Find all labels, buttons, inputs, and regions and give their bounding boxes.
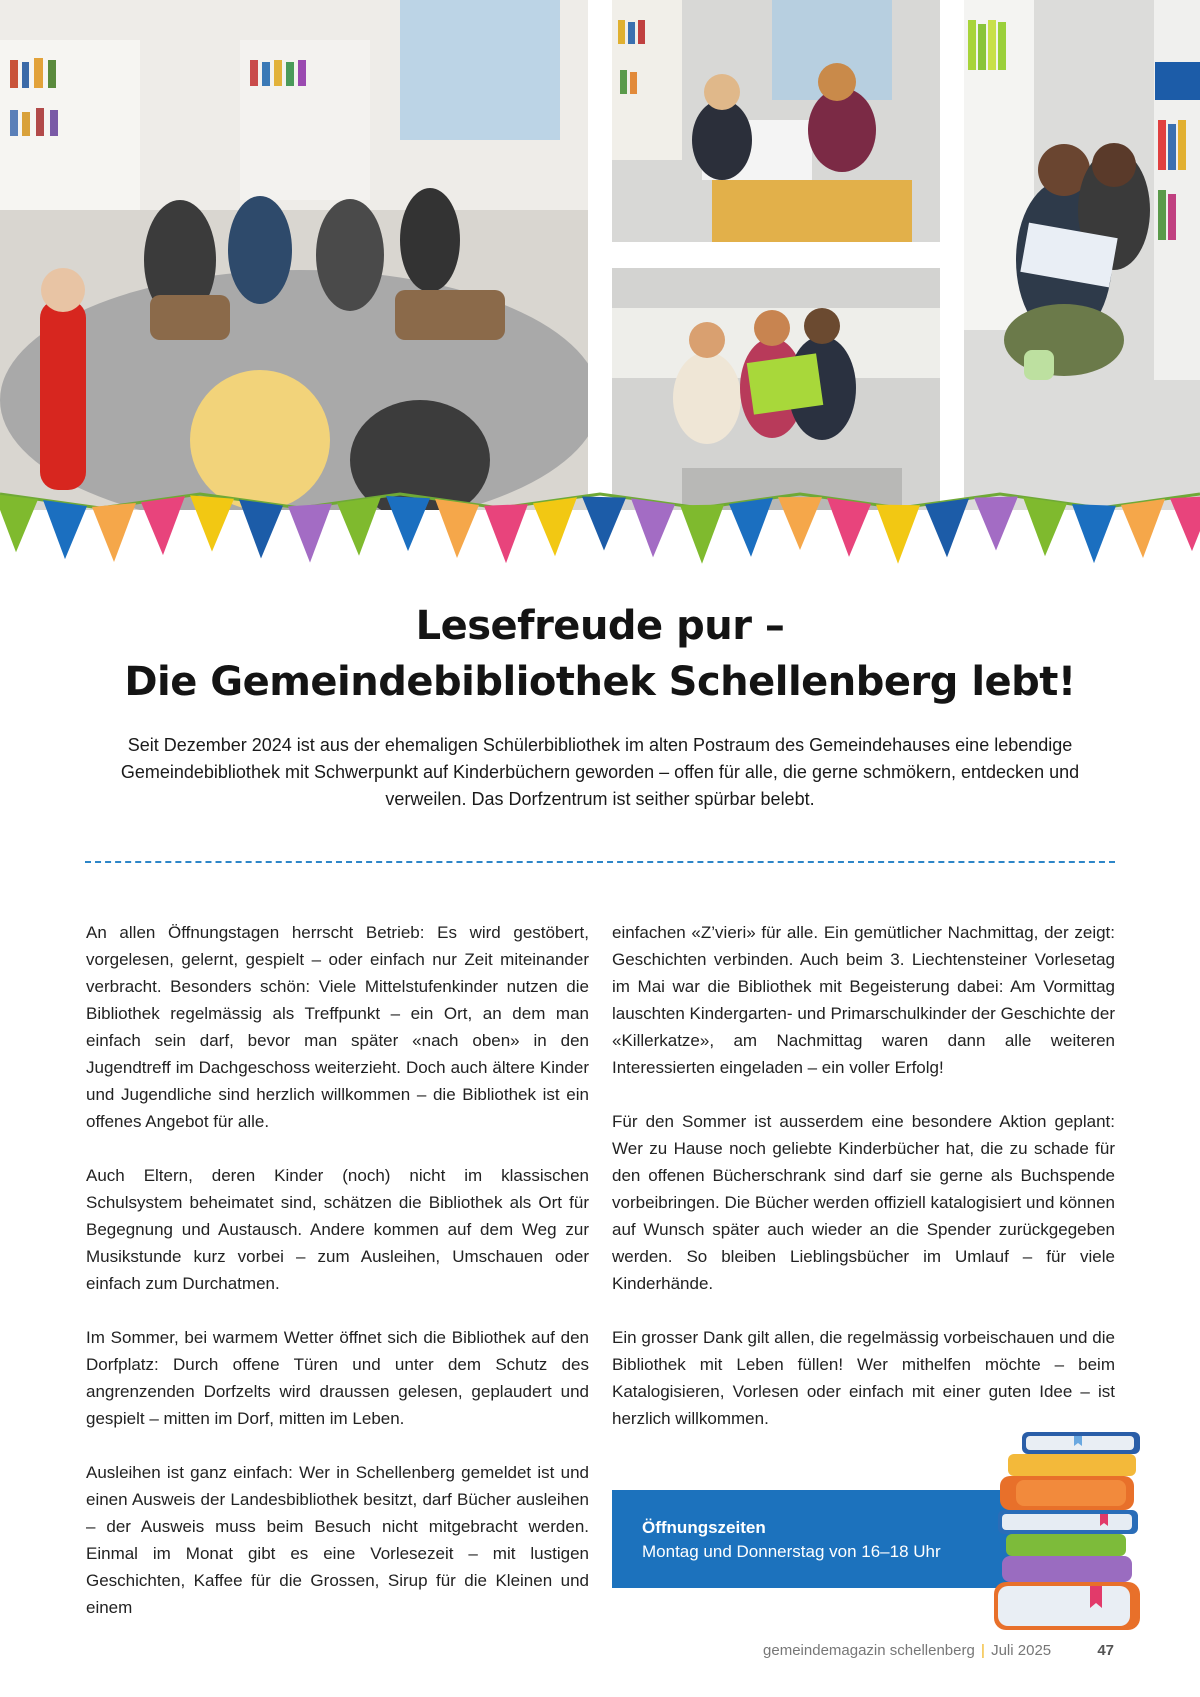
page-number: 47 [1097,1642,1114,1659]
bunting-flag [1170,496,1200,551]
bunting-flag [974,497,1018,551]
edge-color-tab [1155,62,1200,100]
paragraph: An allen Öffnungstagen herrscht Betrieb: Es wird gestöbert, vorgelesen, gelernt, gespielt – oder einfach nur Zeit miteinander verbracht. Besonders schön: Viele Mittelstufenkinder nutzen die Bibliothek regelmässig als Treffpunkt – ein Ort, an dem man einfach sein darf, bevor man später «nach oben» in den Jugendtreff im Dachgeschoss weiterzieht. Doch auch ältere Kinder und Jugendliche sind herzlich willkommen – die Bibliothek ist ein offenes Angebot für alle. [86,923,589,1131]
book-stack-icon [992,1430,1172,1635]
bunting-flag [337,497,381,556]
footer-issue: Juli 2025 [991,1642,1052,1659]
bunting-flag [288,504,332,563]
photo-storytime-group [0,0,588,510]
bunting-flag [1121,499,1165,558]
bunting-flag [827,498,871,557]
opening-hours-text: Montag und Donnerstag von 16–18 Uhr [642,1542,941,1561]
paragraph: Im Sommer, bei warmem Wetter öffnet sich die Bibliothek auf den Dorfplatz: Durch offene Türen und unter dem Schutz des angrenzenden Dorfzelts wird draussen gelesen, geplaudert und gespielt – mitten im Dorf, mitten im Leben. [86,1328,589,1428]
bunting-flag [680,505,724,564]
bunting-flag [92,503,136,562]
opening-hours-title: Öffnungszeiten [642,1518,766,1537]
bunting-flag [778,497,822,550]
bunting-flag [435,499,479,558]
bunting-flag [1072,504,1116,563]
bunting-flag [1023,497,1067,556]
paragraph: Für den Sommer ist ausserdem eine besondere Aktion geplant: Wer zu Hause noch geliebte Kinderbücher hat, die zu schade für den offenen Bücherschrank sind darf sie gerne als Buchspende vorbeibringen. Die Bücher werden offiziell katalogisiert und können auf Wunsch später auch wieder an die Spender zurückgegeben werden. So bleiben Lieblingsbücher im Umlauf – für viele Kinderhände. [612,1112,1115,1293]
article-title-line-1: Lesefreude pur – [415,603,785,649]
bunting-flag [925,498,969,557]
footer-publication: gemeindemagazin schellenberg [763,1642,975,1659]
paragraph: Auch Eltern, deren Kinder (noch) nicht im klassischen Schulsystem beheimatet sind, schätzen die Bibliothek als Ort für Begegnung und Austausch. Andere kommen auf dem Weg zur Musikstunde kurz vorbei – zum Ausleihen, Umschauen oder einfach zum Durchatmen. [86,1166,589,1293]
page-footer [0,1641,1114,1661]
bunting-flag [386,496,430,551]
bunting-flag [43,500,87,559]
article-title [0,598,1200,710]
bunting-flag [239,499,283,558]
photo-children-reading-book [612,268,940,510]
dashed-divider [85,861,1115,863]
body-column-left [86,919,589,1648]
bunting-flag [582,497,626,551]
article-title-line-2: Die Gemeindebibliothek Schellenberg lebt! [124,659,1076,705]
paragraph: Ausleihen ist ganz einfach: Wer in Schellenberg gemeldet ist und einen Ausweis der Landesbibliothek besitzt, darf Bücher ausleihen – der Ausweis muss beim Besuch nicht mitgebracht werden. Einmal im Monat gibt es eine Vorlesezeit – mit lustigen Geschichten, Kaffee für die Grossen, Sirup für die Kleinen und einem [86,1463,589,1617]
bunting-flag [631,498,675,557]
bunting-flag [533,497,577,556]
paragraph: einfachen «Z’vieri» für alle. Ein gemütlicher Nachmittag, der zeigt: Geschichten verbinden. Auch beim 3. Liechtensteiner Vorlesetag im Mai war die Bibliothek mit Begeisterung dabei: Am Vormittag lauschten Kindergarten- und Primarschulkinder der Geschichte der «Killerkatze», am Nachmittag waren dann alle weiteren Interessierten eingeladen – ein voller Erfolg! [612,923,1115,1077]
bunting-garland [0,480,1200,580]
photo-children-crafting [612,0,940,242]
article-intro: Seit Dezember 2024 ist aus der ehemaligen Schülerbibliothek im alten Postraum des Gemeindehauses eine lebendige Gemeindebibliothek mit Schwerpunkt auf Kinderbüchern geworden – offen für alle, die gerne schmökern, entdecken und verweilen. Das Dorfzentrum ist seither spürbar belebt. [120,735,1080,809]
bunting-flag [876,505,920,564]
paragraph: Ein grosser Dank gilt allen, die regelmässig vorbeischauen und die Bibliothek mit Leben füllen! Wer mithelfen möchte – beim Katalogisieren, Vorlesen oder einfach mit einer guten Idee – ist herzlich willkommen. [612,1328,1115,1428]
body-column-right [612,919,1115,1459]
bunting-flag [484,504,528,563]
footer-separator: | [981,1642,985,1659]
bunting-flag [729,498,773,557]
bunting-flag [190,495,234,551]
bunting-flag [141,496,185,555]
bunting-flag [0,494,38,552]
opening-hours-box [612,1490,1032,1588]
